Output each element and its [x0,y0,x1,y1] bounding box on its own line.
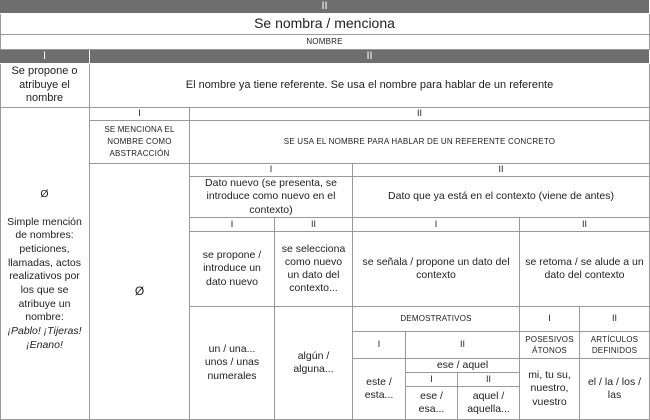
empty-set-symbol: Ø [40,188,49,201]
abstraccion-empty-cell: Ø [90,164,190,420]
selecciona-dato-cell: se selecciona como nuevo un dato del contexto... [275,232,353,307]
examples-articulos-cell: el / la / los / las [580,359,650,420]
level1-left: I [0,50,90,64]
propone-nombre-cell: Se propone o atribuye el nombre [0,64,90,108]
simple-mencion-cell [0,108,90,420]
simple-mencion-examples: ¡Pablo! ¡Tijeras! ¡Enano! [7,324,82,351]
level6-b: II [458,373,520,387]
examples-ese-cell: ese / esa... [406,387,458,420]
examples-indefinidos-cell: un / una... unos / unas numerales [190,307,275,420]
posesivos-label: POSESIVOS ÁTONOS [520,332,580,359]
level4-a: I [190,218,275,232]
table-title: Se nombra / menciona [0,14,650,35]
examples-aquel-cell: aquel / aquella... [458,387,520,420]
examples-este-cell: este / esta... [353,359,406,420]
level4-c: I [353,218,520,232]
level4-d: II [520,218,650,232]
level6-a: I [406,373,458,387]
ese-aquel-label: ese / aquel [406,359,520,373]
level5-d1: I [520,307,580,332]
level2-left: I [90,108,190,121]
nombre-label: NOMBRE [0,35,650,50]
level2-right: II [190,108,650,121]
usa-concreto-cell: SE USA EL NOMBRE PARA HABLAR DE UN REFERENTE CONCRETO [190,121,650,164]
level5-c1: I [353,332,406,359]
demostrativos-label: DEMOSTRATIVOS [353,307,520,332]
senala-dato-cell: se señala / propone un dato del contexto [353,232,520,307]
examples-posesivos-cell: mi, tu su, nuestro, vuestro [520,359,580,420]
menciona-abstraccion-cell: SE MENCIONA EL NOMBRE COMO ABSTRACCIÓN [90,121,190,164]
dato-nuevo-cell: Dato nuevo (se presenta, se introduce como nuevo en el contexto) [190,177,353,218]
propone-dato-nuevo-cell: se propone / introduce un dato nuevo [190,232,275,307]
level3-right: II [353,164,650,177]
articulos-label: ARTÍCULOS DEFINIDOS [580,332,650,359]
top-header: II [0,0,650,14]
level5-c2: II [406,332,520,359]
retoma-dato-cell: se retoma / se alude a un dato del contexto [520,232,650,307]
level4-b: II [275,218,353,232]
nombre-referente-cell: El nombre ya tiene referente. Se usa el nombre para hablar de un referente [90,64,650,108]
dato-contexto-cell: Dato que ya está en el contexto (viene de antes) [353,177,650,218]
level5-d2: II [580,307,650,332]
examples-algun-cell: algún / alguna... [275,307,353,420]
simple-mencion-text: Simple mención de nombres: peticiones, llamadas, actos realizativos por los que se atribuye un nombre: [7,215,82,324]
level3-left: I [190,164,353,177]
level1-right: II [90,50,650,64]
